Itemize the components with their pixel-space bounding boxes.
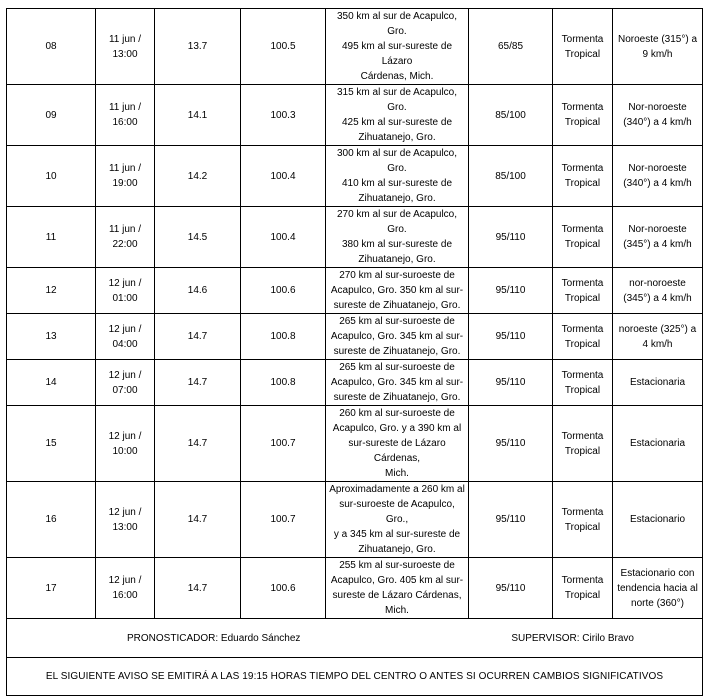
storm-movement: Estacionaria — [613, 406, 703, 482]
table-row — [7, 482, 703, 558]
advisory-number: 13 — [7, 314, 96, 360]
latitude: 14.7 — [155, 360, 241, 406]
advisory-date: 11 jun / 13:00 — [96, 9, 155, 85]
advisory-number: 14 — [7, 360, 96, 406]
wind-speed: 95/110 — [469, 207, 553, 268]
storm-movement: Nor-noroeste (345°) a 4 km/h — [613, 207, 703, 268]
longitude: 100.8 — [241, 314, 326, 360]
wind-speed: 95/110 — [469, 406, 553, 482]
storm-classification: Tormenta Tropical — [553, 314, 613, 360]
advisory-number: 10 — [7, 146, 96, 207]
latitude: 14.7 — [155, 406, 241, 482]
longitude: 100.6 — [241, 268, 326, 314]
storm-movement: Estacionaria — [613, 360, 703, 406]
storm-location: 315 km al sur de Acapulco, Gro. 425 km al sur-sureste de Zihuatanejo, Gro. — [326, 85, 469, 146]
storm-location: 270 km al sur de Acapulco, Gro. 380 km al sur-sureste de Zihuatanejo, Gro. — [326, 207, 469, 268]
latitude: 14.1 — [155, 85, 241, 146]
longitude: 100.8 — [241, 360, 326, 406]
table-row — [7, 85, 703, 146]
storm-location: 255 km al sur-suroeste de Acapulco, Gro. 405 km al sur- sureste de Lázaro Cárdenas, Mich. — [326, 558, 469, 619]
wind-speed: 95/110 — [469, 268, 553, 314]
next-notice-row — [7, 658, 703, 696]
storm-classification: Tormenta Tropical — [553, 85, 613, 146]
latitude: 14.2 — [155, 146, 241, 207]
storm-movement: Estacionario con tendencia hacia al norte (360°) — [613, 558, 703, 619]
storm-classification: Tormenta Tropical — [553, 146, 613, 207]
wind-speed: 65/85 — [469, 9, 553, 85]
table-row — [7, 558, 703, 619]
advisory-number: 12 — [7, 268, 96, 314]
longitude: 100.4 — [241, 207, 326, 268]
latitude: 14.6 — [155, 268, 241, 314]
wind-speed: 95/110 — [469, 482, 553, 558]
advisory-date: 12 jun / 07:00 — [96, 360, 155, 406]
storm-classification: Tormenta Tropical — [553, 558, 613, 619]
wind-speed: 95/110 — [469, 360, 553, 406]
storm-location: 270 km al sur-suroeste de Acapulco, Gro. 350 km al sur- sureste de Zihuatanejo, Gro. — [326, 268, 469, 314]
advisory-date: 11 jun / 22:00 — [96, 207, 155, 268]
longitude: 100.7 — [241, 406, 326, 482]
advisory-number: 17 — [7, 558, 96, 619]
table-row — [7, 207, 703, 268]
advisory-date: 11 jun / 16:00 — [96, 85, 155, 146]
longitude: 100.3 — [241, 85, 326, 146]
storm-movement: nor-noroeste (345°) a 4 km/h — [613, 268, 703, 314]
storm-movement: Estacionario — [613, 482, 703, 558]
storm-classification: Tormenta Tropical — [553, 406, 613, 482]
advisory-number: 15 — [7, 406, 96, 482]
latitude: 14.7 — [155, 482, 241, 558]
latitude: 14.7 — [155, 558, 241, 619]
storm-location: 265 km al sur-suroeste de Acapulco, Gro. 345 km al sur- sureste de Zihuatanejo, Gro. — [326, 360, 469, 406]
wind-speed: 95/110 — [469, 558, 553, 619]
advisory-number: 09 — [7, 85, 96, 146]
latitude: 14.5 — [155, 207, 241, 268]
storm-classification: Tormenta Tropical — [553, 482, 613, 558]
table-row — [7, 9, 703, 85]
supervisor-name: SUPERVISOR: Cirilo Bravo — [511, 632, 634, 644]
signature-cell — [7, 619, 703, 658]
advisory-date: 11 jun / 19:00 — [96, 146, 155, 207]
storm-location: 260 km al sur-suroeste de Acapulco, Gro. y a 390 km al sur-sureste de Lázaro Cárdenas, Mich. — [326, 406, 469, 482]
storm-movement: Nor-noroeste (340°) a 4 km/h — [613, 85, 703, 146]
storm-movement: Noroeste (315°) a 9 km/h — [613, 9, 703, 85]
storm-movement: Nor-noroeste (340°) a 4 km/h — [613, 146, 703, 207]
next-notice-text: EL SIGUIENTE AVISO SE EMITIRÁ A LAS 19:15 HORAS TIEMPO DEL CENTRO O ANTES SI OCURREN CAMBIOS SIGNIFICATIVOS — [7, 658, 703, 696]
signature-row — [7, 619, 703, 658]
storm-classification: Tormenta Tropical — [553, 207, 613, 268]
table-row — [7, 146, 703, 207]
wind-speed: 85/100 — [469, 146, 553, 207]
latitude: 13.7 — [155, 9, 241, 85]
forecaster-name: PRONOSTICADOR: Eduardo Sánchez — [127, 632, 301, 644]
table-row — [7, 360, 703, 406]
storm-classification: Tormenta Tropical — [553, 9, 613, 85]
storm-classification: Tormenta Tropical — [553, 268, 613, 314]
advisory-number: 08 — [7, 9, 96, 85]
table-row — [7, 268, 703, 314]
storm-location: 350 km al sur de Acapulco, Gro. 495 km al sur-sureste de Lázaro Cárdenas, Mich. — [326, 9, 469, 85]
storm-classification: Tormenta Tropical — [553, 360, 613, 406]
storm-location: 265 km al sur-suroeste de Acapulco, Gro. 345 km al sur- sureste de Zihuatanejo, Gro. — [326, 314, 469, 360]
storm-movement: noroeste (325°) a 4 km/h — [613, 314, 703, 360]
wind-speed: 85/100 — [469, 85, 553, 146]
wind-speed: 95/110 — [469, 314, 553, 360]
longitude: 100.5 — [241, 9, 326, 85]
advisory-date: 12 jun / 10:00 — [96, 406, 155, 482]
advisory-number: 16 — [7, 482, 96, 558]
advisory-date: 12 jun / 01:00 — [96, 268, 155, 314]
storm-location: Aproximadamente a 260 km al sur-suroeste de Acapulco, Gro., y a 345 km al sur-sureste de Zihuatanejo, Gro. — [326, 482, 469, 558]
longitude: 100.7 — [241, 482, 326, 558]
table-row — [7, 314, 703, 360]
table-row — [7, 406, 703, 482]
advisory-date: 12 jun / 13:00 — [96, 482, 155, 558]
advisory-date: 12 jun / 04:00 — [96, 314, 155, 360]
latitude: 14.7 — [155, 314, 241, 360]
longitude: 100.4 — [241, 146, 326, 207]
advisory-date: 12 jun / 16:00 — [96, 558, 155, 619]
storm-location: 300 km al sur de Acapulco, Gro. 410 km al sur-sureste de Zihuatanejo, Gro. — [326, 146, 469, 207]
advisory-number: 11 — [7, 207, 96, 268]
longitude: 100.6 — [241, 558, 326, 619]
